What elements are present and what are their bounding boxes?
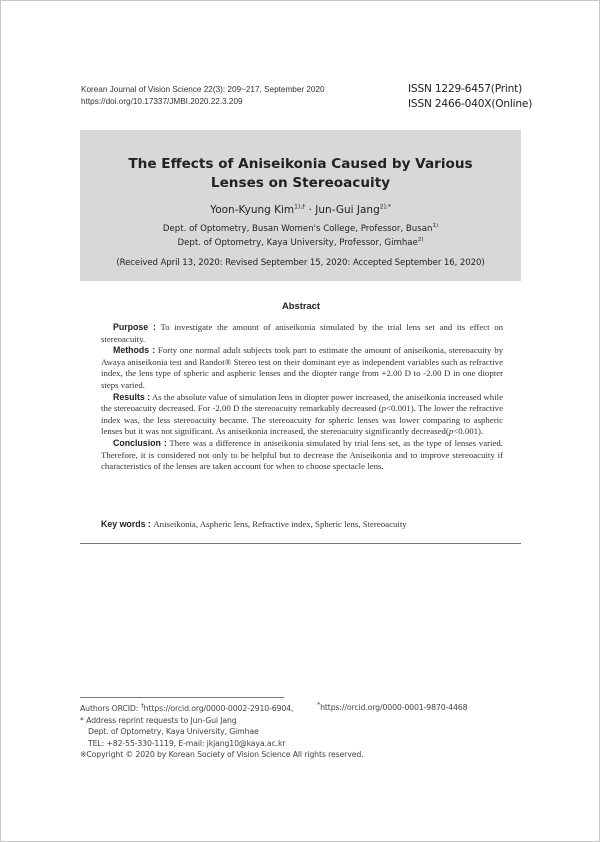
orcid-1-link[interactable]: https://orcid.org/0000-0002-2910-6904, [143,704,294,713]
section-divider [80,543,521,544]
purpose-text: To investigate the amount of aniseikonia simulated by the trial lens set and its effect on stereoacuity. [101,322,504,344]
purpose-label: Purpose : [113,322,156,332]
affiliation-1-marker: 1) [432,223,439,230]
keywords-line [101,519,407,529]
author-separator: · [305,204,316,216]
abstract-purpose [101,322,503,345]
results-text-b: <0.001). The lower the refractive index was, the less stereoacuity became. The stereoacuity for spheric lenses was lower comparing to aspheric lenses but it was not significant. As aniseikonia increased, the stereoacuity significantly decreased( [101,403,503,437]
reprint-request: * Address reprint requests to Jun-Gui Jang [80,715,237,725]
journal-citation: Korean Journal of Vision Science 22(3): 209~217, September 2020 [81,85,325,94]
conclusion-text: There was a difference in aniseikonia simulated by trial lens set, as the type of lenses varied. Therefore, it is considered not only to be helpful but to decrease the Aniseikonia and to improve stereoacuity if characteristics of the lenses are taken account for when to choose spectacle lens. [101,437,503,472]
abstract-conclusion [101,438,503,473]
methods-label: Methods : [113,345,156,356]
abstract-results [101,392,503,438]
affiliation-2-text: Dept. of Optometry, Kaya University, Professor, Gimhae [177,238,418,248]
issn-print: ISSN 1229-6457(Print) [408,83,523,95]
affiliation-1-text: Dept. of Optometry, Busan Women's College, Professor, Busan [162,224,433,234]
title-box [80,130,521,281]
results-text-a: As the absolute value of simulation lens in diopter power increased, the aniseikonia increased while the stereoacuity decreased. For -2.00 D the stereoacuity remarkably decreased ( [101,391,503,414]
author-2: Jun-Gui Jang [315,204,380,216]
keywords-values: Aniseikonia, Aspheric lens, Refractive index, Spheric lens, Stereoacuity [153,519,407,529]
title-line-2: Lenses on Stereoacuity [210,175,391,191]
results-text-c: <0.001). [453,426,484,437]
keywords-label: Key words : [101,519,151,529]
author-1-marker: 1),† [294,203,306,211]
results-label: Results : [113,391,151,402]
issn-online: ISSN 2466-040X(Online) [408,98,533,110]
orcid-label: Authors ORCID: [80,704,141,713]
orcid-1-marker: † [140,701,144,710]
author-2-marker: 2),* [379,203,391,211]
issn-block [408,82,532,112]
orcid-2-marker: * [317,700,321,709]
footnote-divider [80,697,284,698]
abstract-body [101,322,503,473]
orcid-2 [317,700,468,712]
doi-link[interactable]: https://doi.org/10.17337/JMBI.2020.22.3.209 [81,97,243,106]
methods-text: Forty one normal adult subjects took part to estimate the amount of aniseikonia, stereoacuity by Awaya aniseikonia test and Randot® Stereo test on their dominant eye as independent variables such as refractive index, the lens type of spheric and aspheric lenses and the diopter range from +2.00 D to -2.00 D in one diopter steps varied. [101,345,504,390]
affiliation-2-marker: 2) [417,237,424,244]
results-p-value-2: p [448,426,454,437]
author-line [80,204,521,216]
paper-title [80,155,521,193]
journal-header [81,84,325,108]
orcid-2-link[interactable]: https://orcid.org/0000-0001-9870-4468 [320,703,468,712]
author-1: Yoon-Kyung Kim [210,204,295,216]
affiliation-1 [80,224,521,234]
abstract-heading: Abstract [281,300,321,311]
reprint-contact: TEL: +82-55-330-1119, E-mail: jkjang10@kaya.ac.kr [88,738,286,748]
title-line-1: The Effects of Aniseikonia Caused by Various [128,156,473,172]
reprint-address: Dept. of Optometry, Kaya University, Gimhae [88,727,259,736]
results-p-value-1: p [381,403,387,414]
received-dates: (Received April 13, 2020: Revised September 15, 2020: Accepted September 16, 2020) [116,258,485,268]
copyright-notice: ※Copyright © 2020 by Korean Society of Vision Science All rights reserved. [80,750,364,759]
conclusion-label: Conclusion : [113,437,167,448]
abstract-methods [101,345,503,391]
affiliation-2 [80,238,521,248]
